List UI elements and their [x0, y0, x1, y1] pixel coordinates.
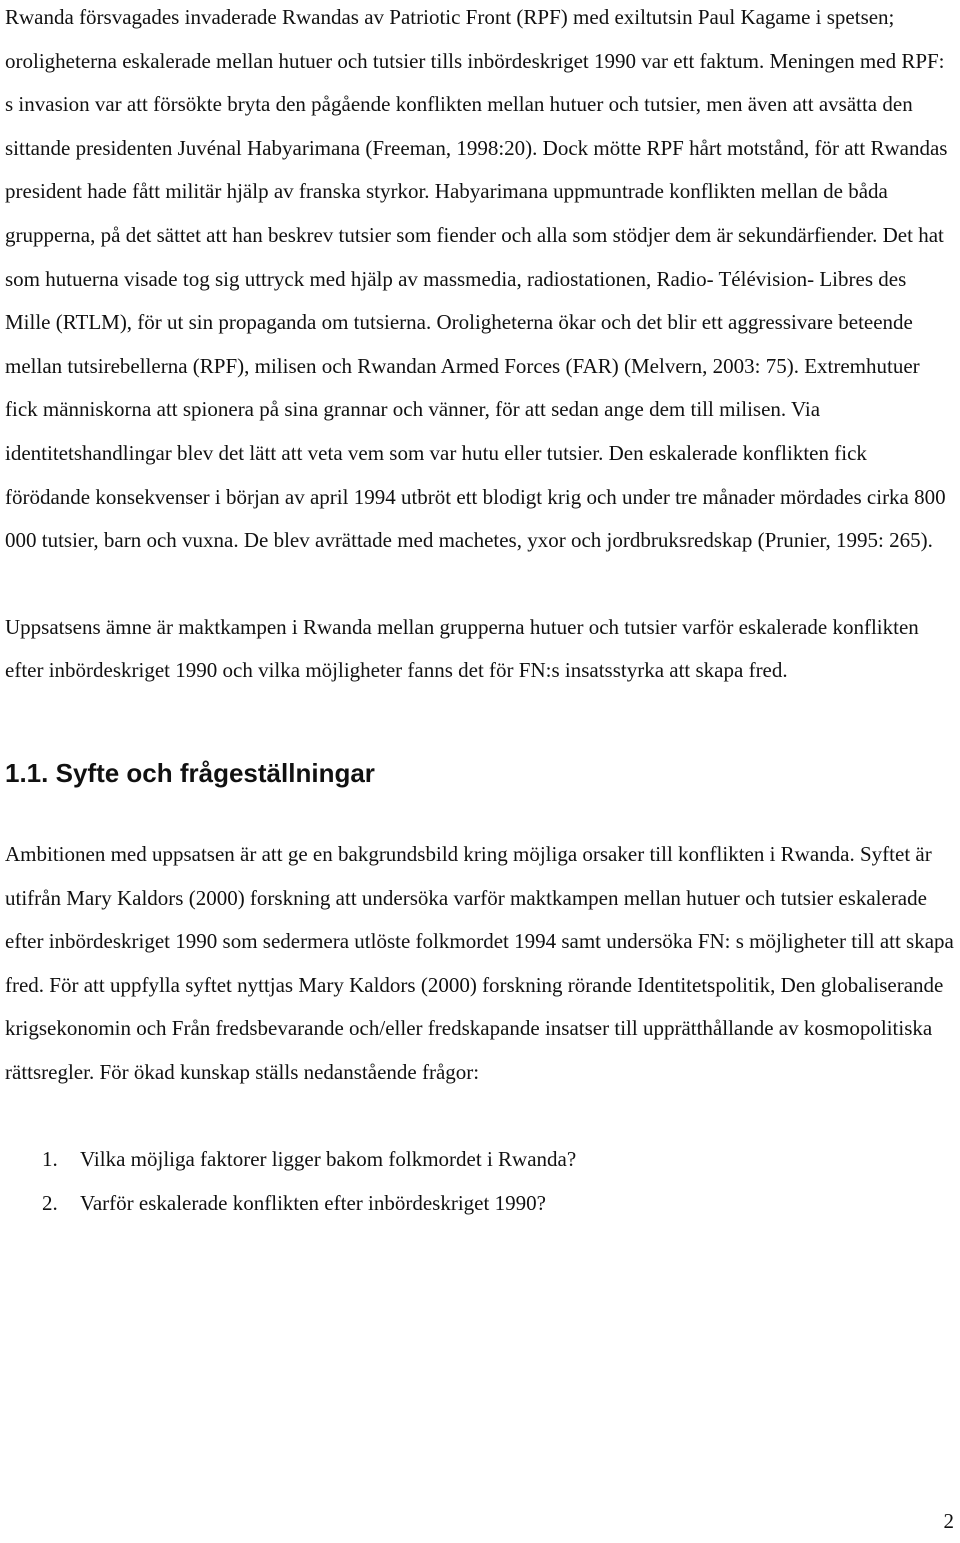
section-title: Syfte och frågeställningar: [55, 757, 375, 788]
topic-paragraph: Uppsatsens ämne är maktkampen i Rwanda mellan grupperna hutuer och tutsier varför eskalerade konflikten efter inbördeskriget 1990 och vilka möjligheter fanns det för FN:s insatsstyrka att skapa fred.: [5, 614, 919, 683]
list-item-number: 1.: [42, 1147, 58, 1172]
list-item-text: Vilka möjliga faktorer ligger bakom folkmordet i Rwanda?: [80, 1147, 577, 1172]
list-item-number: 2.: [42, 1191, 58, 1216]
document-page: [5, 0, 955, 1226]
research-questions-list: [5, 1138, 955, 1225]
list-item-text: Varför eskalerade konflikten efter inbördeskriget 1990?: [80, 1191, 546, 1216]
section-heading: [5, 755, 955, 807]
list-item: [5, 1138, 955, 1182]
purpose-paragraph: Ambitionen med uppsatsen är att ge en bakgrundsbild kring möjliga orsaker till konflikten i Rwanda. Syftet är utifrån Mary Kaldors (2000) forskning att undersöka varför maktkampen mellan hutuer och tutsier eskalerade efter inbördeskriget 1990 som sedermera utlöste folkmordet 1994 samt undersöka FN: s möjligheter till att skapa fred. För att uppfylla syftet nyttjas Mary Kaldors (2000) forskning rörande Identitetspolitik, Den globaliserande krigsekonomin och Från fredsbevarande och/eller fredskapande insatser till upprätthållande av kosmopolitiska rättsregler. För ökad kunskap ställs nedanstående frågor:: [5, 841, 954, 1084]
background-paragraph: Rwanda försvagades invaderade Rwandas av Patriotic Front (RPF) med exiltutsin Paul Kagame i spetsen; oroligheterna eskalerade mellan hutuer och tutsier tills inbördeskriget 1990 var ett faktum. Meningen med RPF: s invasion var att försökte bryta den pågående konflikten mellan hutuer och tutsier, men även att avsätta den sittande presidenten Juvénal Habyarimana (Freeman, 1998:20). Dock mötte RPF hårt motstånd, för att Rwandas president hade fått militär hjälp av franska styrkor. Habyarimana uppmuntrade konflikten mellan de båda grupperna, på det sättet att han beskrev tutsier som fiender och alla som stödjer dem är sekundärfiender. Det hat som hutuerna visade tog sig uttryck med hjälp av massmedia, radiostationen, Radio- Télévision- Libres des Mille (RTLM), för ut sin propaganda om tutsierna. Oroligheterna ökar och det blir ett aggressivare beteende mellan tutsirebellerna (RPF), milisen och Rwandan Armed Forces (FAR) (Melvern, 2003: 75). Extremhutuer fick människorna att spionera på sina grannar och vänner, för att sedan ange dem till milisen. Via identitetshandlingar blev det lätt att veta vem som var hutu eller tutsier. Den eskalerade konflikten fick förödande konsekvenser i början av april 1994 utbröt ett blodigt krig och under tre månader mördades cirka 800 000 tutsier, barn och vuxna. De blev avrättade med machetes, yxor och jordbruksredskap (Prunier, 1995: 265).: [5, 5, 948, 553]
section-number: 1.1.: [5, 757, 49, 788]
page-number: 2: [943, 1509, 954, 1533]
list-item: [5, 1182, 955, 1226]
